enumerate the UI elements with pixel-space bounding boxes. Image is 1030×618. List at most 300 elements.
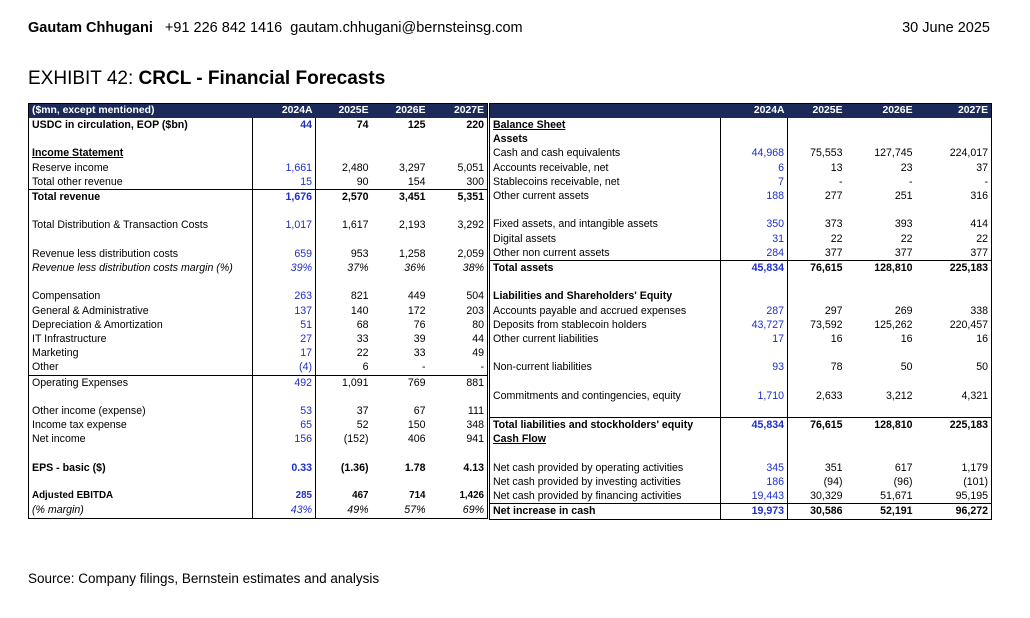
cell-value — [429, 275, 488, 289]
cell-value: 3,297 — [398, 161, 426, 174]
row-label: Deposits from stablecoin holders — [490, 318, 721, 332]
cell-value: 50 — [976, 361, 988, 374]
table-row — [490, 346, 992, 360]
cell-value: 44,968 — [721, 146, 788, 160]
row-label: Balance Sheet — [490, 118, 721, 132]
cell-value: 406 — [407, 433, 426, 446]
cell-value: 1,258 — [398, 247, 426, 260]
cell-value: 1.78 — [404, 461, 426, 474]
cell-value — [788, 403, 846, 418]
cell-value: 393 — [894, 218, 913, 231]
cell-value: 659 — [253, 247, 316, 261]
cell-value: 31 — [721, 232, 788, 246]
cell-value: 30,586 — [788, 504, 846, 519]
table-row — [490, 375, 992, 389]
cell-value: 17 — [253, 346, 316, 360]
cell-value — [916, 118, 992, 132]
cell-value — [788, 447, 846, 461]
cell-value: 76,615 — [788, 261, 846, 276]
table-row — [29, 418, 488, 432]
cell-value: 37% — [347, 261, 369, 274]
cell-value: 127,745 — [874, 147, 913, 160]
row-label: Other current assets — [490, 189, 721, 203]
table-row — [29, 247, 488, 261]
cell-value: 76 — [413, 318, 426, 331]
exhibit-title — [28, 68, 385, 90]
cell-value: (4) — [253, 360, 316, 375]
cell-value: 45,834 — [721, 418, 788, 433]
cell-value: 504 — [466, 290, 484, 303]
row-label: Other — [29, 360, 253, 375]
row-label: Non-current liabilities — [490, 360, 721, 374]
table-row — [490, 418, 992, 433]
cell-value — [788, 132, 846, 146]
row-label: Liabilities and Shareholders' Equity — [490, 289, 721, 303]
cell-value: 373 — [824, 218, 843, 231]
cell-value: 2,570 — [316, 190, 372, 205]
table-row — [490, 275, 992, 289]
cell-value — [429, 146, 488, 160]
cell-value — [721, 375, 788, 389]
cell-value: 377 — [894, 246, 913, 259]
cell-value: 39% — [253, 261, 316, 275]
cell-value: 6 — [721, 161, 788, 175]
cell-value: 73,592 — [810, 318, 843, 331]
row-label: (% margin) — [29, 503, 253, 518]
cell-value: 377 — [824, 246, 843, 259]
cell-value: 19,973 — [721, 504, 788, 519]
cell-value: 23 — [900, 161, 913, 174]
cell-value — [916, 432, 992, 446]
row-label — [29, 233, 253, 247]
cell-value: 27 — [253, 332, 316, 346]
cell-value: 7 — [721, 175, 788, 189]
row-label: Commitments and contingencies, equity — [490, 389, 721, 403]
cell-value: 125,262 — [874, 318, 913, 331]
cell-value: 188 — [721, 189, 788, 203]
column-header: 2026E — [372, 104, 429, 119]
row-label: Accounts receivable, net — [490, 161, 721, 175]
cell-value — [316, 132, 372, 146]
table-row — [29, 289, 488, 303]
cell-value: 50 — [900, 361, 913, 374]
row-label: Fixed assets, and intangible assets — [490, 217, 721, 231]
table-row — [490, 504, 992, 519]
cell-value: 1,661 — [253, 161, 316, 175]
row-label — [29, 475, 253, 489]
cell-value: 44 — [472, 332, 484, 345]
cell-value — [372, 233, 429, 247]
row-label: Total assets — [490, 261, 721, 276]
cell-value — [788, 203, 846, 217]
cell-value: 22 — [976, 232, 988, 245]
cell-value — [846, 346, 916, 360]
cell-value: 172 — [407, 304, 426, 317]
cell-value: 220 — [466, 119, 484, 131]
row-label: Compensation — [29, 289, 253, 303]
cell-value: 714 — [409, 490, 426, 502]
cell-value: 2,059 — [457, 247, 484, 260]
row-label: Total other revenue — [29, 175, 253, 190]
table-row — [490, 118, 992, 132]
table-row — [29, 475, 488, 489]
cell-value: 1,179 — [961, 461, 988, 474]
analyst-name: Gautam Chhugani — [28, 20, 153, 36]
table-row — [29, 146, 488, 160]
table-row — [490, 489, 992, 504]
row-label — [490, 346, 721, 360]
cell-value — [372, 204, 429, 218]
cell-value: 941 — [466, 433, 484, 446]
cell-value: 154 — [407, 175, 426, 188]
table-row — [490, 175, 992, 189]
table-row — [29, 375, 488, 390]
cell-value: 22 — [356, 347, 369, 360]
cell-value: - — [480, 361, 484, 374]
row-label — [490, 447, 721, 461]
table-row — [490, 203, 992, 217]
cell-value — [429, 475, 488, 489]
analyst-email[interactable]: gautam.chhugani@bernsteinsg.com — [290, 20, 523, 36]
cell-value: 284 — [721, 246, 788, 261]
cell-value: 150 — [407, 419, 426, 432]
row-label — [490, 203, 721, 217]
cell-value: 93 — [721, 360, 788, 374]
row-label — [29, 447, 253, 461]
cell-value: 65 — [253, 418, 316, 432]
table-row — [490, 403, 992, 418]
row-label: Digital assets — [490, 232, 721, 246]
cell-value — [316, 447, 372, 461]
cell-value: 49% — [347, 504, 369, 517]
row-label — [490, 403, 721, 418]
cell-value: 78 — [830, 361, 843, 374]
cell-value: 1,676 — [253, 190, 316, 205]
cell-value — [721, 346, 788, 360]
cell-value: 492 — [253, 375, 316, 390]
cell-value: 128,810 — [846, 261, 916, 276]
cell-value: 1,710 — [721, 389, 788, 403]
table-row — [490, 161, 992, 175]
cell-value: 285 — [253, 489, 316, 503]
cell-value — [721, 203, 788, 217]
cell-value: 67 — [413, 404, 426, 417]
table-header-row — [490, 104, 992, 119]
cell-value: 338 — [970, 304, 988, 317]
cell-value — [916, 375, 992, 389]
table-row — [29, 432, 488, 446]
cell-value — [316, 233, 372, 247]
cell-value: 30,329 — [810, 490, 843, 503]
cell-value: 203 — [466, 304, 484, 317]
table-row — [490, 461, 992, 475]
column-header: 2024A — [721, 104, 788, 119]
cell-value: 300 — [466, 175, 484, 188]
cell-value: 43,727 — [721, 318, 788, 332]
cell-value: 617 — [894, 461, 913, 474]
cell-value: 37 — [976, 161, 988, 174]
row-label — [29, 390, 253, 404]
cell-value: 16 — [830, 333, 843, 346]
cell-value: - — [838, 175, 843, 188]
row-label: Total liabilities and stockholders' equity — [490, 418, 721, 433]
table-row — [29, 404, 488, 418]
row-label: Net increase in cash — [490, 504, 721, 519]
cell-value — [253, 447, 316, 461]
table-row — [29, 304, 488, 318]
cell-value — [788, 289, 846, 303]
cell-value: 33 — [356, 332, 369, 345]
cell-value: 414 — [970, 218, 988, 231]
table-row — [29, 447, 488, 461]
cell-value — [846, 403, 916, 418]
cell-value: 75,553 — [810, 147, 843, 160]
cell-value: 449 — [407, 290, 426, 303]
cell-value: 76,615 — [788, 418, 846, 433]
cell-value — [253, 204, 316, 218]
table-row — [490, 332, 992, 346]
cell-value: 53 — [253, 404, 316, 418]
cell-value — [846, 447, 916, 461]
row-label — [490, 375, 721, 389]
cell-value — [372, 132, 429, 146]
cell-value — [788, 432, 846, 446]
cell-value — [916, 346, 992, 360]
cell-value: 3,212 — [885, 389, 913, 402]
cell-value — [788, 118, 846, 132]
row-label: EPS - basic ($) — [29, 461, 253, 475]
cell-value — [916, 275, 992, 289]
table-row — [490, 132, 992, 146]
cell-value: 49 — [472, 347, 484, 360]
cell-value — [721, 432, 788, 446]
table-row — [490, 447, 992, 461]
cell-value: (1.36) — [340, 461, 369, 474]
cell-value: 128,810 — [846, 418, 916, 433]
cell-value: 68 — [356, 318, 369, 331]
cell-value: 33 — [413, 347, 426, 360]
row-label: Total revenue — [29, 190, 253, 205]
cell-value: 51,671 — [880, 490, 913, 503]
table-row — [490, 232, 992, 246]
cell-value: 953 — [350, 247, 369, 260]
cell-value — [916, 203, 992, 217]
table-row — [29, 318, 488, 332]
cell-value: 137 — [253, 304, 316, 318]
cell-value: 6 — [362, 361, 369, 374]
cell-value: 80 — [472, 318, 484, 331]
cell-value: 45,834 — [721, 261, 788, 276]
exhibit-prefix: EXHIBIT 42: — [28, 68, 134, 89]
cell-value: (101) — [963, 475, 988, 488]
cell-value: (96) — [893, 475, 913, 488]
row-label — [29, 132, 253, 146]
row-label — [29, 204, 253, 218]
row-label: Other non current assets — [490, 246, 721, 261]
table-row — [490, 289, 992, 303]
cell-value: 156 — [253, 432, 316, 446]
row-label — [490, 275, 721, 289]
table-row — [29, 204, 488, 218]
table-row — [29, 218, 488, 232]
row-label: Net cash provided by operating activities — [490, 461, 721, 475]
exhibit-name: CRCL - Financial Forecasts — [138, 68, 386, 89]
cell-value — [721, 275, 788, 289]
cell-value — [846, 203, 916, 217]
cell-value — [916, 403, 992, 418]
report-date: 30 June 2025 — [902, 20, 990, 36]
cell-value: 263 — [253, 289, 316, 303]
cell-value: 13 — [830, 161, 843, 174]
cell-value — [372, 390, 429, 404]
cell-value — [316, 204, 372, 218]
balance-sheet-cashflow-table — [489, 103, 992, 520]
cell-value — [253, 146, 316, 160]
column-header: 2025E — [316, 104, 372, 119]
row-label: General & Administrative — [29, 304, 253, 318]
table-row — [29, 261, 488, 275]
income-statement-table — [28, 103, 488, 519]
row-label — [29, 275, 253, 289]
cell-value — [846, 132, 916, 146]
row-label: Stablecoins receivable, net — [490, 175, 721, 189]
cell-value: 140 — [350, 304, 369, 317]
cell-value: 220,457 — [949, 318, 988, 331]
cell-value: 186 — [721, 475, 788, 489]
cell-value — [253, 390, 316, 404]
cell-value: 19,443 — [721, 489, 788, 504]
cell-value: 2,633 — [815, 389, 843, 402]
cell-value — [429, 390, 488, 404]
cell-value: 1,617 — [341, 219, 369, 232]
table-row — [29, 489, 488, 503]
cell-value: 269 — [894, 304, 913, 317]
cell-value: 3,292 — [457, 219, 484, 232]
table-row — [29, 346, 488, 360]
table-row — [490, 246, 992, 261]
table-row — [490, 318, 992, 332]
cell-value — [846, 118, 916, 132]
cell-value: 38% — [462, 261, 484, 274]
cell-value: 16 — [900, 333, 913, 346]
cell-value: 96,272 — [916, 504, 992, 519]
cell-value: (94) — [823, 475, 843, 488]
cell-value: 43% — [253, 503, 316, 518]
row-label: Cash and cash equivalents — [490, 146, 721, 160]
cell-value — [316, 275, 372, 289]
cell-value: 5,351 — [429, 190, 488, 205]
analyst-phone: +91 226 842 1416 — [164, 20, 283, 36]
row-label: Total Distribution & Transaction Costs — [29, 218, 253, 232]
row-label: Revenue less distribution costs margin (%) — [29, 261, 253, 275]
cell-value — [788, 275, 846, 289]
table-row — [490, 432, 992, 446]
cell-value: 39 — [413, 332, 426, 345]
cell-value: 16 — [976, 333, 988, 346]
cell-value: 348 — [466, 419, 484, 432]
cell-value — [916, 132, 992, 146]
cell-value: 251 — [894, 190, 913, 203]
column-header: 2024A — [253, 104, 316, 119]
cell-value: 4,321 — [961, 389, 988, 402]
cell-value — [846, 375, 916, 389]
cell-value: 36% — [404, 261, 426, 274]
row-label: Accounts payable and accrued expenses — [490, 304, 721, 318]
row-label: IT Infrastructure — [29, 332, 253, 346]
cell-value: - — [908, 175, 913, 188]
column-header: 2027E — [916, 104, 992, 119]
cell-value: 3,451 — [372, 190, 429, 205]
cell-value — [846, 289, 916, 303]
cell-value — [846, 432, 916, 446]
cell-value: 15 — [253, 175, 316, 190]
cell-value: 95,195 — [955, 490, 988, 503]
cell-value — [253, 475, 316, 489]
cell-value: 22 — [830, 232, 843, 245]
cell-value: 467 — [352, 490, 369, 502]
table-row — [29, 118, 488, 132]
cell-value: 1,017 — [253, 218, 316, 232]
cell-value — [846, 275, 916, 289]
cell-value: 277 — [824, 190, 843, 203]
cell-value: 225,183 — [916, 261, 992, 276]
row-label: Adjusted EBITDA — [29, 489, 253, 503]
table-row — [490, 389, 992, 403]
cell-value: 2,480 — [341, 161, 369, 174]
cell-value — [372, 146, 429, 160]
source-note: Source: Company filings, Bernstein estimates and analysis — [28, 571, 380, 586]
table-row — [29, 332, 488, 346]
row-label: Net cash provided by financing activities — [490, 489, 721, 504]
row-label: Revenue less distribution costs — [29, 247, 253, 261]
cell-value: 351 — [824, 461, 843, 474]
cell-value: 224,017 — [949, 147, 988, 160]
row-label: Depreciation & Amortization — [29, 318, 253, 332]
cell-value: 17 — [721, 332, 788, 346]
column-header: ($mn, except mentioned) — [29, 104, 253, 119]
table-row — [29, 503, 488, 518]
row-label: Assets — [490, 132, 721, 146]
cell-value — [721, 447, 788, 461]
cell-value — [429, 233, 488, 247]
row-label: Marketing — [29, 346, 253, 360]
cell-value — [916, 289, 992, 303]
cell-value: 51 — [253, 318, 316, 332]
cell-value — [253, 275, 316, 289]
cell-value — [372, 447, 429, 461]
table-row — [29, 275, 488, 289]
row-label: Income tax expense — [29, 418, 253, 432]
cell-value: 2,193 — [398, 219, 426, 232]
column-header: 2027E — [429, 104, 488, 119]
cell-value: - — [984, 175, 988, 188]
table-row — [490, 304, 992, 318]
cell-value: 297 — [824, 304, 843, 317]
row-label: USDC in circulation, EOP ($bn) — [29, 118, 253, 132]
table-header-row — [29, 104, 488, 119]
cell-value — [316, 475, 372, 489]
cell-value — [429, 204, 488, 218]
cell-value: 52 — [356, 419, 369, 432]
cell-value — [788, 346, 846, 360]
row-label: Cash Flow — [490, 432, 721, 446]
cell-value — [253, 132, 316, 146]
cell-value: 345 — [721, 461, 788, 475]
row-label: Net cash provided by investing activities — [490, 475, 721, 489]
row-label: Net income — [29, 432, 253, 446]
row-label: Other income (expense) — [29, 404, 253, 418]
table-row — [29, 161, 488, 175]
